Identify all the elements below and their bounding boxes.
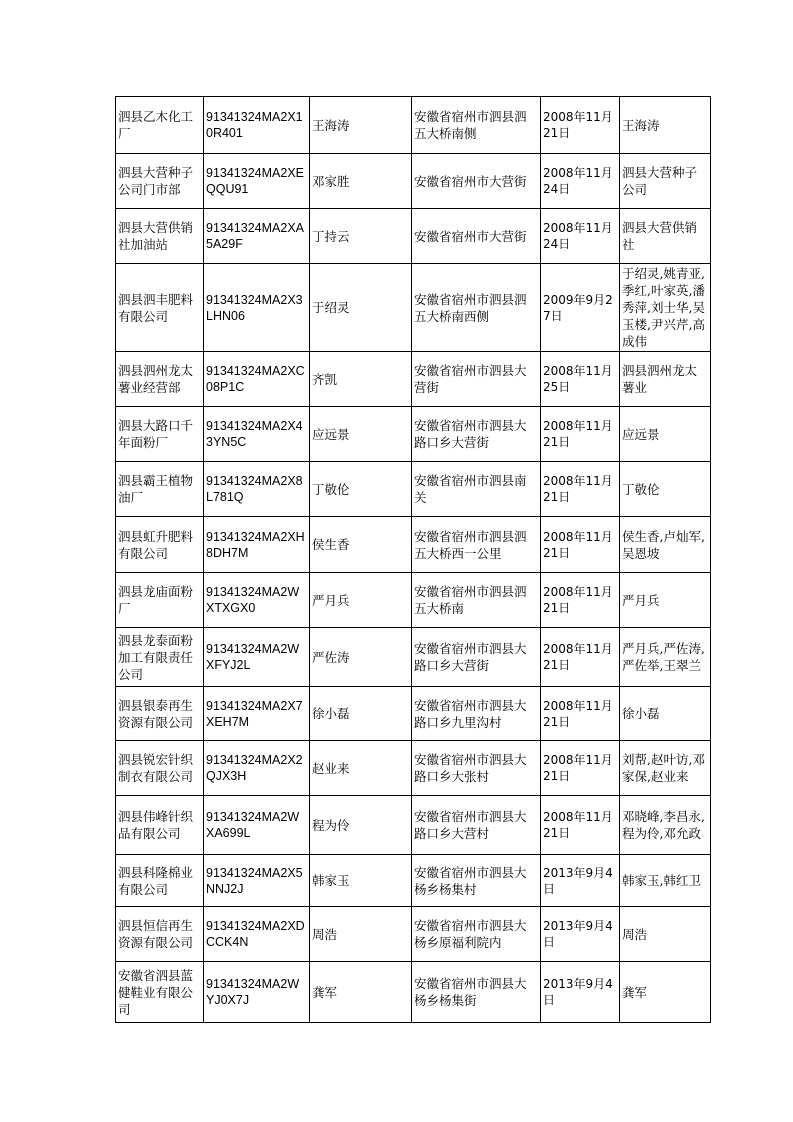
date-cell: 2008年11月21日	[541, 628, 620, 687]
company-name-cell: 泗县大营供销社加油站	[116, 209, 204, 264]
table-row	[116, 628, 711, 687]
address-cell: 安徽省宿州市大营街	[412, 209, 541, 264]
investors-cell: 徐小磊	[620, 687, 711, 741]
credit-code-cell: 91341324MA2WXA699L	[204, 796, 310, 855]
address-cell: 安徽省宿州市泗县泗五大桥南西侧	[412, 264, 541, 352]
table-row	[116, 407, 711, 462]
legal-rep-cell: 邓家胜	[310, 154, 412, 209]
date-cell: 2008年11月21日	[541, 687, 620, 741]
table-row	[116, 573, 711, 628]
table-row	[116, 855, 711, 907]
date-cell: 2008年11月21日	[541, 517, 620, 573]
date-cell: 2013年9月4日	[541, 855, 620, 907]
credit-code-cell: 91341324MA2XA5A29F	[204, 209, 310, 264]
investors-cell: 刘帮,赵叶访,邓家保,赵业来	[620, 741, 711, 796]
table-row	[116, 264, 711, 352]
company-name-cell: 泗县伟峰针织品有限公司	[116, 796, 204, 855]
company-name-cell: 泗县银泰再生资源有限公司	[116, 687, 204, 741]
investors-cell: 于绍灵,姚青亚,季红,叶家英,潘秀萍,刘士华,吴玉楼,尹兴芹,高成伟	[620, 264, 711, 352]
enterprise-table	[115, 96, 711, 1023]
company-name-cell: 泗县恒信再生资源有限公司	[116, 907, 204, 962]
investors-cell: 严月兵,严佐涛,严佐举,王翠兰	[620, 628, 711, 687]
table-row	[116, 352, 711, 407]
date-cell: 2008年11月21日	[541, 407, 620, 462]
legal-rep-cell: 严佐涛	[310, 628, 412, 687]
table-row	[116, 154, 711, 209]
credit-code-cell: 91341324MA2XDCCK4N	[204, 907, 310, 962]
date-cell: 2008年11月21日	[541, 462, 620, 517]
investors-cell: 泗县大营供销社	[620, 209, 711, 264]
company-name-cell: 泗县大营种子公司门市部	[116, 154, 204, 209]
investors-cell: 严月兵	[620, 573, 711, 628]
date-cell: 2008年11月24日	[541, 209, 620, 264]
credit-code-cell: 91341324MA2X43YN5C	[204, 407, 310, 462]
credit-code-cell: 91341324MA2X7XEH7M	[204, 687, 310, 741]
address-cell: 安徽省宿州市泗县大杨乡杨集村	[412, 855, 541, 907]
investors-cell: 泗县大营种子公司	[620, 154, 711, 209]
table-row	[116, 796, 711, 855]
credit-code-cell: 91341324MA2X3LHN06	[204, 264, 310, 352]
address-cell: 安徽省宿州市泗县大杨乡杨集街	[412, 962, 541, 1023]
legal-rep-cell: 丁敬伦	[310, 462, 412, 517]
legal-rep-cell: 徐小磊	[310, 687, 412, 741]
date-cell: 2013年9月4日	[541, 907, 620, 962]
company-name-cell: 安徽省泗县蓝健鞋业有限公司	[116, 962, 204, 1023]
company-name-cell: 泗县龙庙面粉厂	[116, 573, 204, 628]
investors-cell: 龚军	[620, 962, 711, 1023]
credit-code-cell: 91341324MA2X5NNJ2J	[204, 855, 310, 907]
table-row	[116, 687, 711, 741]
address-cell: 安徽省宿州市泗县泗五大桥西一公里	[412, 517, 541, 573]
investors-cell: 王海涛	[620, 97, 711, 154]
investors-cell: 侯生香,卢灿军,吴恩坡	[620, 517, 711, 573]
address-cell: 安徽省宿州市泗县大路口乡大营街	[412, 628, 541, 687]
credit-code-cell: 91341324MA2WXFYJ2L	[204, 628, 310, 687]
address-cell: 安徽省宿州市泗县大营街	[412, 352, 541, 407]
company-name-cell: 泗县科隆棉业有限公司	[116, 855, 204, 907]
legal-rep-cell: 程为伶	[310, 796, 412, 855]
investors-cell: 韩家玉,韩红卫	[620, 855, 711, 907]
table-row	[116, 209, 711, 264]
address-cell: 安徽省宿州市泗县大路口乡大营村	[412, 796, 541, 855]
address-cell: 安徽省宿州市泗县南关	[412, 462, 541, 517]
legal-rep-cell: 韩家玉	[310, 855, 412, 907]
investors-cell: 周浩	[620, 907, 711, 962]
table-row	[116, 517, 711, 573]
date-cell: 2008年11月25日	[541, 352, 620, 407]
date-cell: 2008年11月24日	[541, 154, 620, 209]
legal-rep-cell: 齐凯	[310, 352, 412, 407]
investors-cell: 邓晓峰,李昌永,程为伶,邓允政	[620, 796, 711, 855]
date-cell: 2008年11月21日	[541, 796, 620, 855]
credit-code-cell: 91341324MA2WYJ0X7J	[204, 962, 310, 1023]
company-name-cell: 泗县霸王植物油厂	[116, 462, 204, 517]
address-cell: 安徽省宿州市泗县泗五大桥南	[412, 573, 541, 628]
date-cell: 2008年11月21日	[541, 573, 620, 628]
address-cell: 安徽省宿州市泗县大路口乡大张村	[412, 741, 541, 796]
company-name-cell: 泗县泗丰肥料有限公司	[116, 264, 204, 352]
credit-code-cell: 91341324MA2XEQQU91	[204, 154, 310, 209]
company-name-cell: 泗县泗州龙太薯业经营部	[116, 352, 204, 407]
legal-rep-cell: 赵业来	[310, 741, 412, 796]
credit-code-cell: 91341324MA2X2QJX3H	[204, 741, 310, 796]
legal-rep-cell: 龚军	[310, 962, 412, 1023]
address-cell: 安徽省宿州市泗县大杨乡原福利院内	[412, 907, 541, 962]
date-cell: 2009年9月27日	[541, 264, 620, 352]
legal-rep-cell: 丁持云	[310, 209, 412, 264]
legal-rep-cell: 于绍灵	[310, 264, 412, 352]
address-cell: 安徽省宿州市泗县泗五大桥南侧	[412, 97, 541, 154]
company-name-cell: 泗县虹升肥料有限公司	[116, 517, 204, 573]
company-name-cell: 泗县锐宏针织制衣有限公司	[116, 741, 204, 796]
investors-cell: 泗县泗州龙太薯业	[620, 352, 711, 407]
company-name-cell: 泗县大路口千年面粉厂	[116, 407, 204, 462]
address-cell: 安徽省宿州市大营街	[412, 154, 541, 209]
table-row	[116, 462, 711, 517]
credit-code-cell: 91341324MA2WXTXGX0	[204, 573, 310, 628]
credit-code-cell: 91341324MA2X10R401	[204, 97, 310, 154]
table-row	[116, 962, 711, 1023]
legal-rep-cell: 严月兵	[310, 573, 412, 628]
credit-code-cell: 91341324MA2XH8DH7M	[204, 517, 310, 573]
legal-rep-cell: 侯生香	[310, 517, 412, 573]
legal-rep-cell: 周浩	[310, 907, 412, 962]
table-row	[116, 741, 711, 796]
company-name-cell: 泗县龙泰面粉加工有限责任公司	[116, 628, 204, 687]
legal-rep-cell: 王海涛	[310, 97, 412, 154]
address-cell: 安徽省宿州市泗县大路口乡大营街	[412, 407, 541, 462]
investors-cell: 应远景	[620, 407, 711, 462]
company-name-cell: 泗县乙木化工厂	[116, 97, 204, 154]
table-row	[116, 97, 711, 154]
credit-code-cell: 91341324MA2XC08P1C	[204, 352, 310, 407]
credit-code-cell: 91341324MA2X8L781Q	[204, 462, 310, 517]
date-cell: 2013年9月4日	[541, 962, 620, 1023]
investors-cell: 丁敬伦	[620, 462, 711, 517]
legal-rep-cell: 应远景	[310, 407, 412, 462]
table-row	[116, 907, 711, 962]
date-cell: 2008年11月21日	[541, 741, 620, 796]
date-cell: 2008年11月21日	[541, 97, 620, 154]
address-cell: 安徽省宿州市泗县大路口乡九里沟村	[412, 687, 541, 741]
